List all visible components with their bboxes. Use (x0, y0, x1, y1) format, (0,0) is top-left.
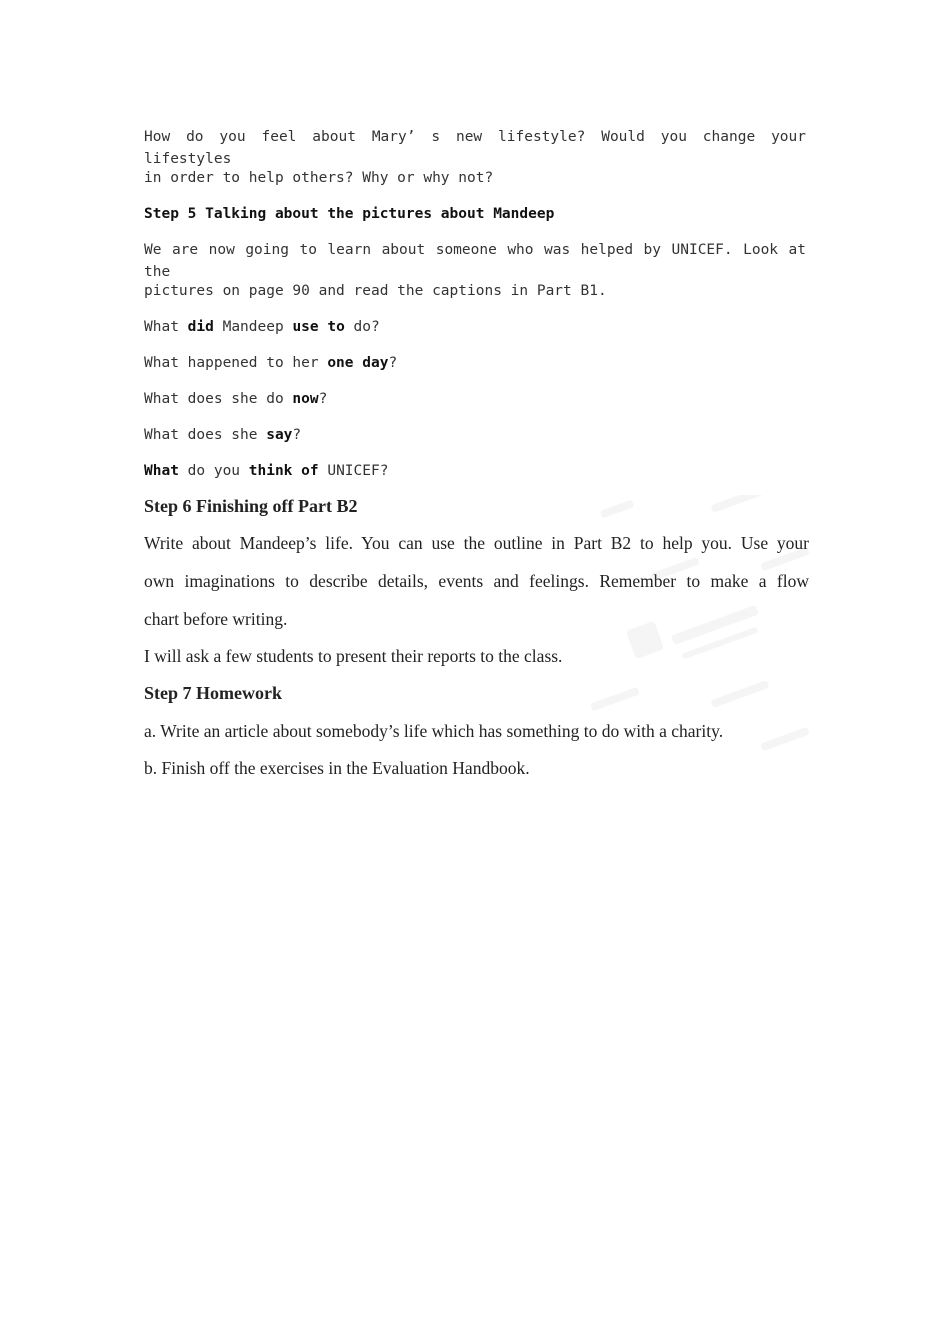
step5-question-5 (144, 460, 388, 482)
question-keyword: use to (292, 319, 345, 335)
step5-question-2 (144, 352, 397, 374)
step5-heading: Step 5 Talking about the pictures about Mandeep (144, 206, 555, 222)
step5-intro-line-2: pictures on page 90 and read the captions in Part B1. (144, 283, 607, 299)
question-keyword: What (144, 463, 179, 479)
question-keyword: one day (327, 355, 389, 371)
question-text: do? (344, 319, 380, 335)
watermark-pattern (590, 495, 820, 755)
question-keyword: now (292, 391, 319, 407)
question-text: What does she do (144, 391, 293, 407)
question-line-1: How do you feel about Mary’ s new lifestyle? Would you change your lifestyles (144, 129, 806, 167)
step6-paragraph-line-2: own imaginations to describe details, events and feelings. Remember to make a flow (144, 571, 809, 591)
question-text: Mandeep (213, 319, 293, 335)
question-text: ? (292, 427, 302, 443)
question-text: What happened to her (144, 355, 328, 371)
question-text: ? (388, 355, 398, 371)
question-text: UNICEF? (318, 463, 389, 479)
question-keyword: think of (248, 463, 319, 479)
step7-item-a: a. Write an article about somebody’s life which has something to do with a charity. (144, 721, 724, 741)
step5-question-4 (144, 424, 301, 446)
step5-question-3 (144, 388, 327, 410)
step6-paragraph-2: I will ask a few students to present their reports to the class. (144, 646, 563, 666)
step5-intro-line-1: We are now going to learn about someone who was helped by UNICEF. Look at the (144, 242, 806, 280)
question-text: What (144, 319, 188, 335)
question-text: ? (318, 391, 328, 407)
step5-question-1 (144, 316, 380, 338)
question-keyword: did (187, 319, 214, 335)
step6-heading: Step 6 Finishing off Part B2 (144, 496, 358, 516)
step7-item-b: b. Finish off the exercises in the Evaluation Handbook. (144, 758, 530, 778)
question-text: What does she (144, 427, 267, 443)
question-keyword: say (266, 427, 293, 443)
step7-heading: Step 7 Homework (144, 683, 282, 703)
step6-paragraph-line-1: Write about Mandeep’s life. You can use the outline in Part B2 to help you. Use your (144, 533, 809, 553)
question-text: do you (178, 463, 249, 479)
question-line-2: in order to help others? Why or why not? (144, 170, 494, 186)
step6-paragraph-line-3: chart before writing. (144, 609, 288, 629)
